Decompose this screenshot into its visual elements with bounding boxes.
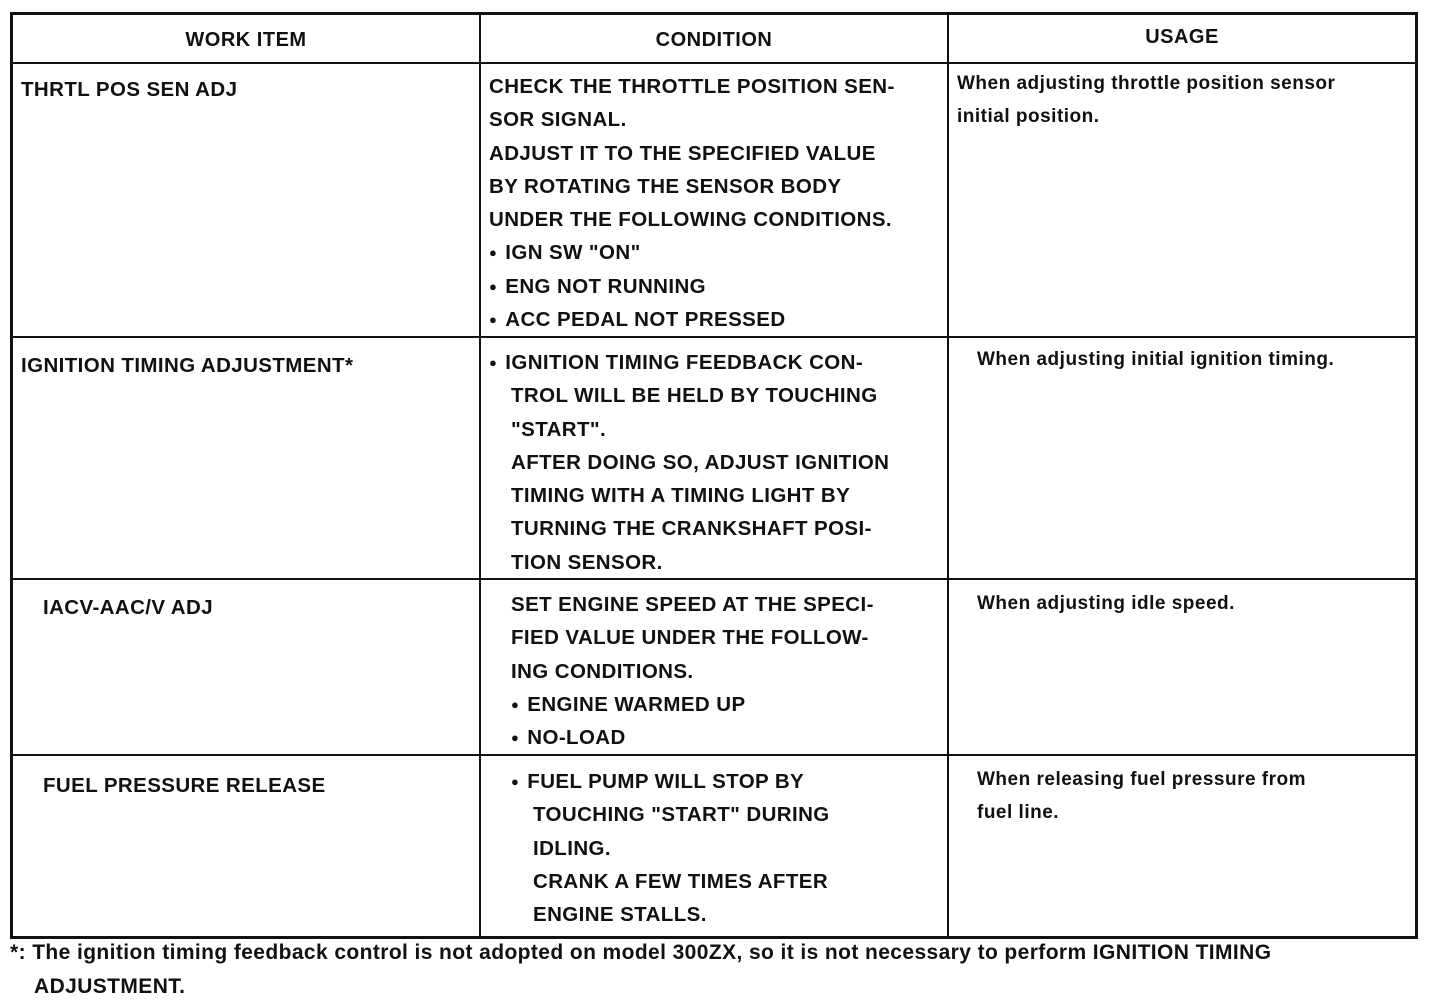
- condition-line: TURNING THE CRANKSHAFT POSI-: [511, 517, 872, 541]
- usage-line: When adjusting initial ignition timing.: [977, 349, 1335, 370]
- condition-line: TROL WILL BE HELD BY TOUCHING: [511, 384, 878, 408]
- condition-line: ENGINE STALLS.: [533, 903, 707, 927]
- usage-line: fuel line.: [977, 802, 1060, 823]
- condition-bullet: ● NO-LOAD: [511, 721, 874, 754]
- usage-line: When releasing fuel pressure from: [977, 769, 1307, 790]
- row-4-work-item: FUEL PRESSURE RELEASE: [43, 774, 326, 797]
- condition-bullet: ● ACC PEDAL NOT PRESSED: [489, 303, 895, 336]
- condition-bullet: ● IGNITION TIMING FEEDBACK CON-: [489, 346, 889, 379]
- footnote-line: *: The ignition timing feedback control is not adopted on model 300ZX, so it is not necessary to perform IGNITION TIMING: [10, 941, 1272, 964]
- condition-line: ADJUST IT TO THE SPECIFIED VALUE: [489, 141, 876, 165]
- condition-line: SET ENGINE SPEED AT THE SPECI-: [511, 593, 874, 616]
- usage-line: When adjusting idle speed.: [977, 593, 1235, 614]
- header-divider: [13, 62, 1415, 64]
- column-divider: [947, 15, 949, 936]
- row-3-usage: [977, 587, 1235, 620]
- condition-line: TIMING WITH A TIMING LIGHT BY: [511, 484, 851, 508]
- row-1-work-item: THRTL POS SEN ADJ: [21, 78, 238, 101]
- usage-line: When adjusting throttle position sensor: [957, 73, 1336, 94]
- row-3-work-item: IACV-AAC/V ADJ: [43, 596, 214, 619]
- row-4-condition: [511, 765, 830, 931]
- column-divider: [479, 15, 481, 936]
- row-2-work-item: IGNITION TIMING ADJUSTMENT*: [21, 354, 354, 377]
- header-condition: CONDITION: [655, 29, 773, 51]
- condition-bullet: ● ENGINE WARMED UP: [511, 688, 874, 721]
- condition-line: ING CONDITIONS.: [511, 659, 694, 683]
- header-usage: USAGE: [1145, 26, 1219, 48]
- row-2-condition: [489, 346, 889, 579]
- row-3-condition: [511, 588, 874, 754]
- condition-bullet: ● ENG NOT RUNNING: [489, 270, 895, 303]
- condition-line: AFTER DOING SO, ADJUST IGNITION: [511, 450, 890, 474]
- row-4-usage: [977, 763, 1306, 829]
- footnote-line: ADJUSTMENT.: [34, 975, 186, 998]
- row-2-usage: [977, 343, 1334, 376]
- condition-line: SOR SIGNAL.: [489, 108, 627, 132]
- condition-line: IDLING.: [533, 836, 611, 860]
- condition-line: TION SENSOR.: [511, 550, 663, 574]
- condition-line: CHECK THE THROTTLE POSITION SEN-: [489, 75, 895, 98]
- footnote: [10, 936, 1430, 1004]
- work-item-table: [10, 12, 1418, 939]
- row-1-usage: [957, 67, 1335, 133]
- header-work-item: WORK ITEM: [185, 29, 307, 51]
- condition-line: BY ROTATING THE SENSOR BODY: [489, 174, 842, 198]
- condition-line: TOUCHING "START" DURING: [533, 803, 830, 827]
- condition-line: "START".: [511, 417, 607, 441]
- condition-bullet: ● IGN SW "ON": [489, 236, 895, 269]
- condition-bullet: ● FUEL PUMP WILL STOP BY: [511, 765, 830, 798]
- usage-line: initial position.: [957, 106, 1100, 127]
- row-1-condition: [489, 70, 895, 336]
- condition-line: UNDER THE FOLLOWING CONDITIONS.: [489, 208, 893, 232]
- condition-line: CRANK A FEW TIMES AFTER: [533, 869, 829, 893]
- condition-line: FIED VALUE UNDER THE FOLLOW-: [511, 626, 869, 650]
